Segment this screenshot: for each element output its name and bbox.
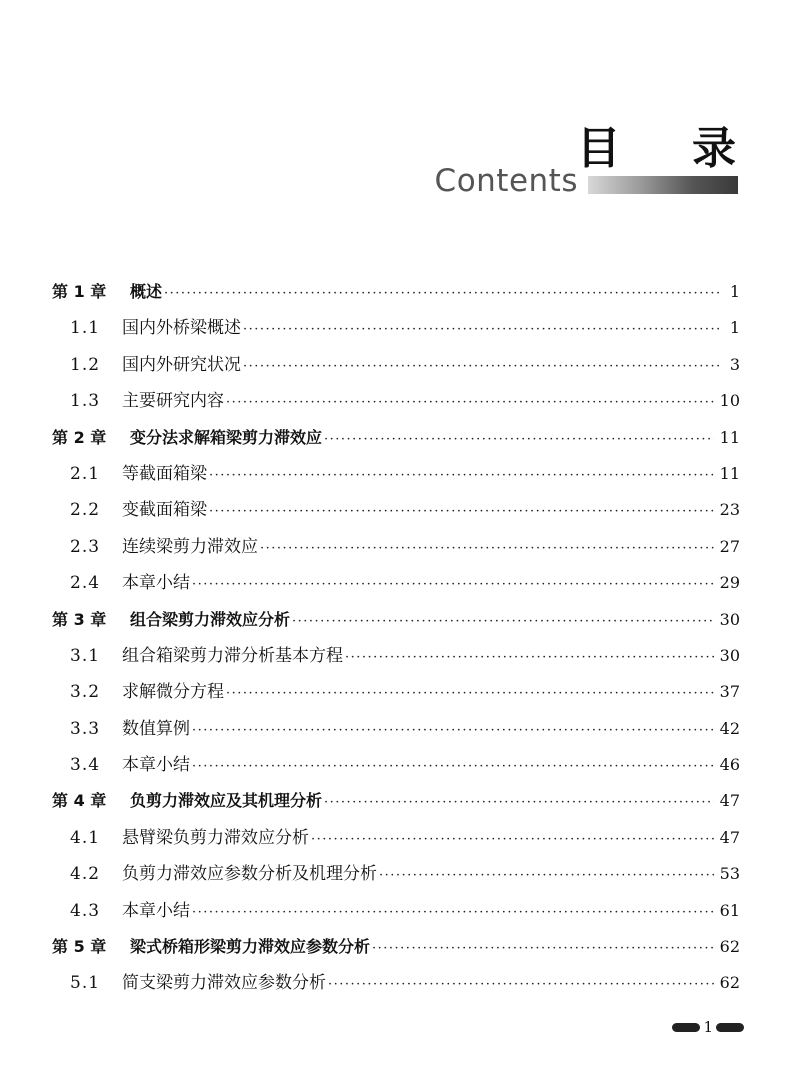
toc-leader-dots [192,749,714,785]
toc-entry-title: 本章小结 [122,573,190,594]
toc-entry-number: 4.1 [70,827,101,848]
toc-section-entry[interactable] [52,820,740,856]
toc-entry-title: 等截面箱梁 [122,463,207,484]
toc-entry-number: 3.3 [70,718,101,739]
toc-leader-dots [311,822,714,858]
toc-entry-number: 1.3 [70,391,101,412]
toc-section-entry[interactable] [52,347,740,383]
decorative-gradient-bar [588,176,738,194]
toc-chapter-entry[interactable] [52,783,740,819]
toc-leader-dots [226,385,714,421]
toc-entry-number: 3.4 [70,755,101,776]
toc-entry-number: 2.1 [70,463,101,484]
toc-section-entry[interactable] [52,310,740,346]
toc-leader-dots [192,895,714,931]
toc-entry-page: 46 [719,755,740,775]
toc-entry-number: 2.4 [70,573,101,594]
toc-section-entry[interactable] [52,856,740,892]
toc-entry-number: 2.3 [70,536,101,557]
toc-entry-number: 第 3 章 [52,609,107,629]
toc-entry-title: 负剪力滞效应及其机理分析 [130,791,323,811]
toc-section-entry[interactable] [52,674,740,710]
toc-entry-number: 第 1 章 [52,282,107,301]
subtitle-row [435,163,738,199]
toc-entry-page: 62 [719,973,740,993]
toc-entry-title: 国内外研究状况 [122,354,241,375]
toc-entry-title: 概述 [130,282,163,301]
toc-leader-dots [209,494,714,530]
toc-leader-dots [372,931,714,967]
toc-entry-title: 国内外桥梁概述 [122,318,241,339]
page-footer [672,1018,744,1036]
toc-leader-dots [164,276,720,312]
toc-section-entry[interactable] [52,383,740,419]
toc-entry-title: 简支梁剪力滞效应参数分析 [122,973,326,994]
toc-entry-page: 47 [719,791,740,811]
toc-entry-page: 1 [729,318,740,338]
toc-entry-page: 11 [719,463,740,483]
toc-entry-page: 30 [719,609,740,629]
toc-entry-page: 23 [719,500,740,520]
toc-entry-number: 2.2 [70,500,101,521]
left-ornament-icon [672,1023,700,1032]
toc-section-entry[interactable] [52,638,740,674]
toc-entry-page: 11 [719,427,740,447]
toc-leader-dots [243,349,720,385]
page-number: 1 [703,1018,713,1036]
toc-entry-number: 3.1 [70,645,101,666]
toc-entry-page: 42 [719,718,740,738]
toc-entry-page: 1 [729,282,740,301]
toc-entry-title: 组合梁剪力滞效应分析 [130,609,291,629]
toc-entry-number: 3.2 [70,682,101,703]
toc-entry-title: 负剪力滞效应参数分析及机理分析 [122,864,377,885]
toc-entry-page: 30 [719,645,740,665]
toc-section-entry[interactable] [52,456,740,492]
toc-entry-page: 61 [719,900,740,920]
toc-chapter-entry[interactable] [52,602,740,638]
toc-leader-dots [192,713,714,749]
right-ornament-icon [716,1023,744,1032]
toc-section-entry[interactable] [52,492,740,528]
toc-entry-number: 1.1 [70,318,101,339]
toc-entry-page: 53 [719,864,740,884]
toc-section-entry[interactable] [52,711,740,747]
toc-leader-dots [192,567,714,603]
toc-entry-title: 连续梁剪力滞效应 [122,536,258,557]
toc-entry-number: 5.1 [70,973,101,994]
toc-leader-dots [209,458,714,494]
toc-section-entry[interactable] [52,565,740,601]
toc-entry-title: 主要研究内容 [122,391,224,412]
toc-section-entry[interactable] [52,529,740,565]
toc-entry-page: 3 [729,354,740,374]
toc-leader-dots [292,604,714,640]
toc-section-entry[interactable] [52,893,740,929]
toc-entry-number: 第 4 章 [52,791,107,811]
toc-leader-dots [324,785,714,821]
toc-leader-dots [379,858,714,894]
page-title: 目 录 [576,123,764,174]
toc-entry-number: 第 2 章 [52,427,107,447]
toc-entry-page: 62 [719,937,740,957]
toc-entry-page: 37 [719,682,740,702]
toc-entry-title: 本章小结 [122,900,190,921]
toc-entry-title: 悬臂梁负剪力滞效应分析 [122,827,309,848]
toc-leader-dots [345,640,714,676]
toc-section-entry[interactable] [52,965,740,1001]
toc-chapter-entry[interactable] [52,420,740,456]
toc-entry-number: 4.2 [70,864,101,885]
toc-entry-title: 变分法求解箱梁剪力滞效应 [130,427,323,447]
toc-entry-title: 变截面箱梁 [122,500,207,521]
toc-section-entry[interactable] [52,747,740,783]
toc-entry-title: 组合箱梁剪力滞分析基本方程 [122,645,343,666]
toc-entry-title: 本章小结 [122,755,190,776]
toc-leader-dots [243,312,720,348]
toc-entry-number: 4.3 [70,900,101,921]
toc-leader-dots [226,676,714,712]
toc-leader-dots [260,531,714,567]
toc-chapter-entry[interactable] [52,274,740,310]
toc-entry-number: 第 5 章 [52,937,107,957]
table-of-contents [52,274,740,1002]
toc-chapter-entry[interactable] [52,929,740,965]
toc-entry-page: 47 [719,827,740,847]
toc-leader-dots [328,967,714,1003]
page-subtitle: Contents [434,163,578,199]
toc-entry-page: 10 [719,391,740,411]
toc-entry-page: 27 [719,536,740,556]
toc-leader-dots [324,422,714,458]
toc-entry-title: 求解微分方程 [122,682,224,703]
toc-entry-page: 29 [719,573,740,593]
toc-entry-title: 数值算例 [122,718,190,739]
toc-entry-title: 梁式桥箱形梁剪力滞效应参数分析 [130,937,371,957]
toc-entry-number: 1.2 [70,354,101,375]
